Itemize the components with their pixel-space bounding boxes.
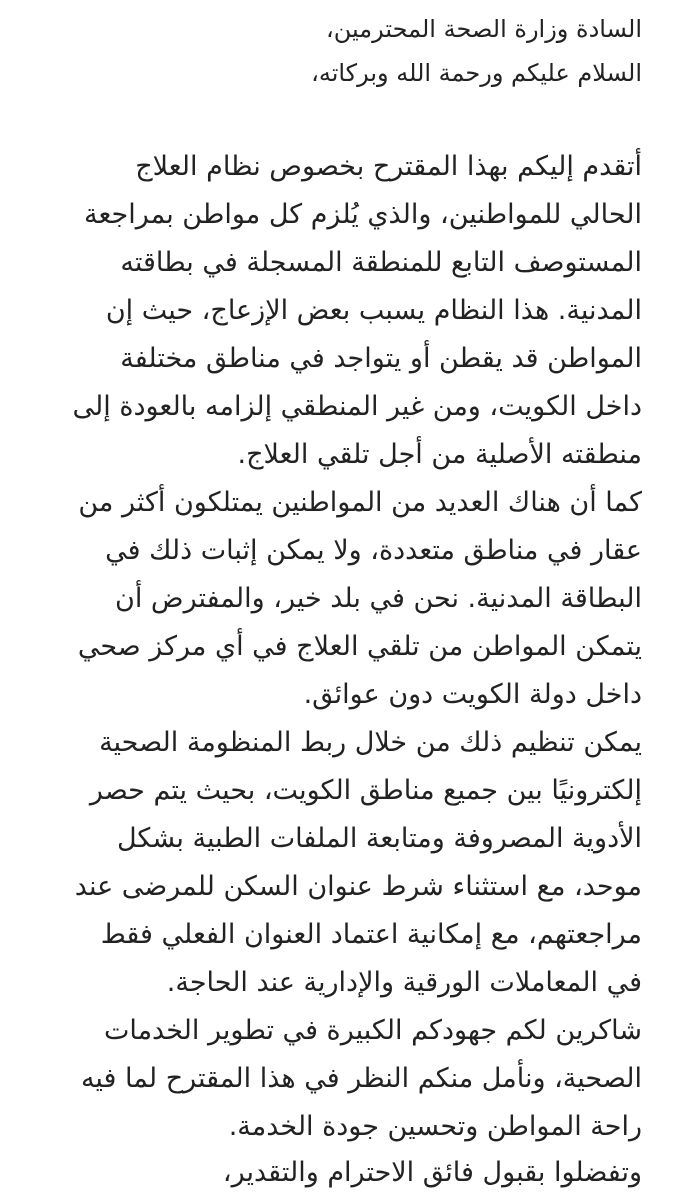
paragraph-line: منطقته الأصلية من أجل تلقي العلاج. [237, 439, 642, 470]
paragraph-line: الحالي للمواطنين، والذي يُلزم كل مواطن بمراجعة [84, 199, 642, 230]
paragraph-line: موحد، مع استثناء شرط عنوان السكن للمرضى عند [74, 871, 642, 902]
paragraph-line: المستوصف التابع للمنطقة المسجلة في بطاقته [120, 247, 642, 278]
paragraph-line: راحة المواطن وتحسين جودة الخدمة. [228, 1111, 642, 1142]
paragraph-line: عقار في مناطق متعددة، ولا يمكن إثبات ذلك في [105, 535, 642, 566]
paragraph-line: كما أن هناك العديد من المواطنين يمتلكون أكثر من [78, 487, 642, 518]
paragraph-line: أتقدم إليكم بهذا المقترح بخصوص نظام العلاج [135, 151, 642, 182]
greeting-line: السادة وزارة الصحة المحترمين، [326, 15, 642, 43]
paragraph-line: في المعاملات الورقية والإدارية عند الحاجة. [166, 967, 642, 998]
paragraph-line: مراجعتهم، مع إمكانية اعتماد العنوان الفعلي فقط [100, 919, 642, 950]
paragraph-line: المواطن قد يقطن أو يتواجد في مناطق مختلفة [120, 343, 642, 374]
closing-line: وتفضلوا بقبول فائق الاحترام والتقدير، [222, 1157, 642, 1188]
paragraph-line: شاكرين لكم جهودكم الكبيرة في تطوير الخدمات [103, 1015, 642, 1046]
paragraph-line: الصحية، ونأمل منكم النظر في هذا المقترح لما فيه [80, 1063, 642, 1094]
paragraph-line: داخل دولة الكويت دون عوائق. [303, 679, 642, 710]
paragraph-line: المدنية. هذا النظام يسبب بعض الإزعاج، حيث إن [105, 295, 642, 326]
paragraph-line: إلكترونيًا بين جميع مناطق الكويت، بحيث يتم حصر [89, 775, 642, 806]
paragraph-line: يمكن تنظيم ذلك من خلال ربط المنظومة الصحية [99, 727, 642, 758]
greeting-line: السلام عليكم ورحمة الله وبركاته، [311, 59, 642, 87]
paragraph-line: داخل الكويت، ومن غير المنطقي إلزامه بالعودة إلى [72, 391, 642, 422]
paragraph-line: الأدوية المصروفة ومتابعة الملفات الطبية بشكل [116, 823, 642, 854]
paragraph-line: يتمكن المواطن من تلقي العلاج في أي مركز صحي [77, 631, 642, 662]
paragraph-line: البطاقة المدنية. نحن في بلد خير، والمفترض أن [115, 583, 642, 614]
